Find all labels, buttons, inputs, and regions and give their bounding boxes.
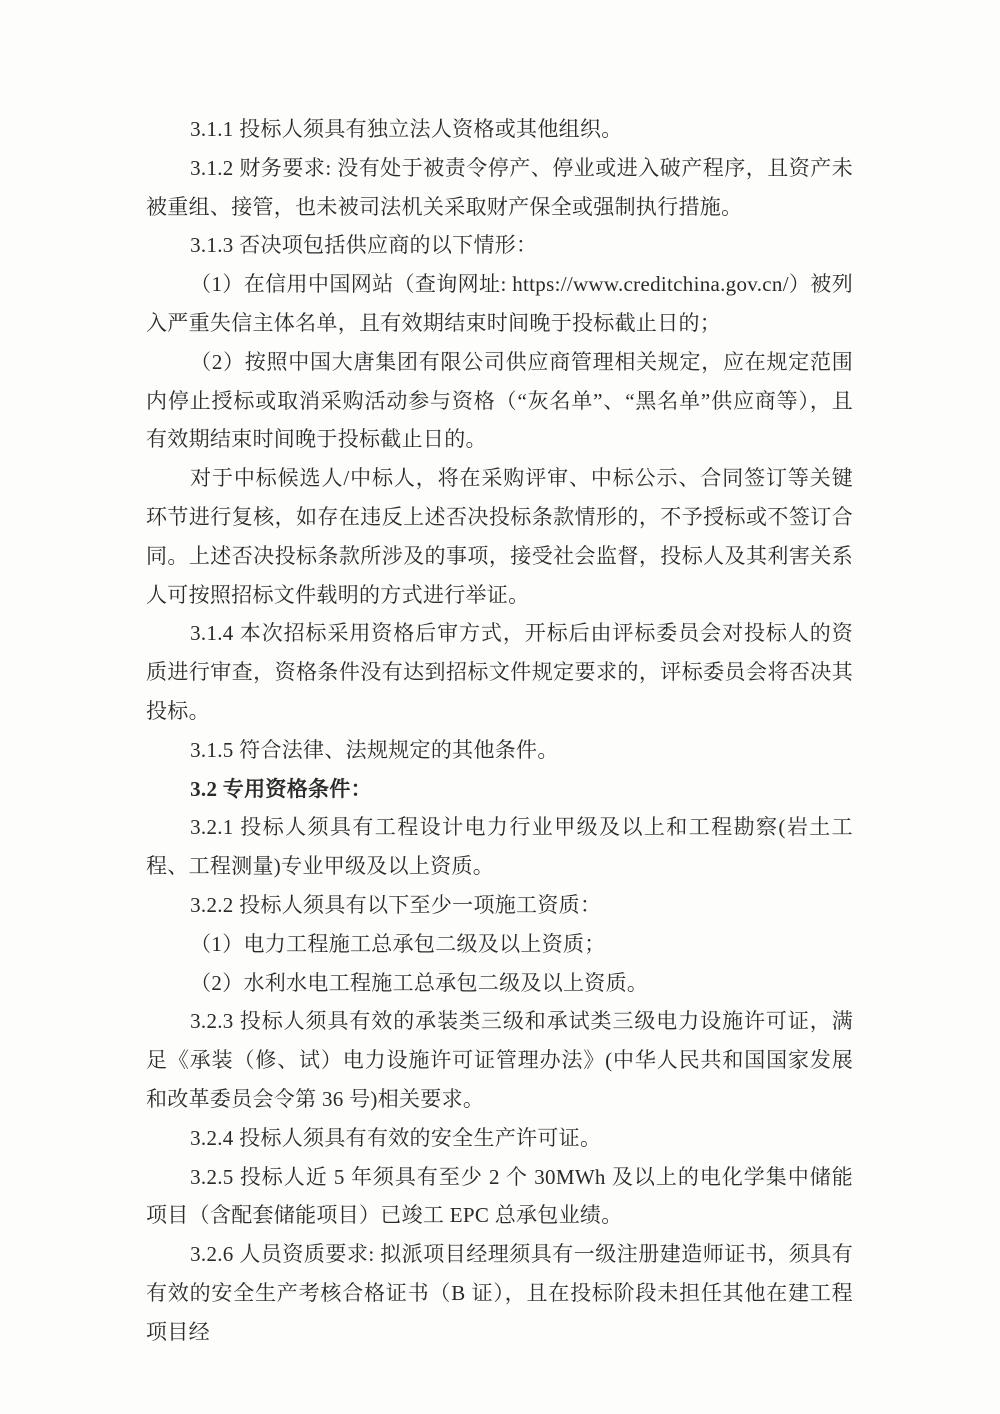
- paragraph: （2）按照中国大唐集团有限公司供应商管理相关规定，应在规定范围内停止授标或取消采购活动参与资格（“灰名单”、“黑名单”供应商等），且有效期结束时间晚于投标截止日的。: [146, 349, 853, 452]
- paragraph: 3.2 专用资格条件：: [190, 776, 372, 801]
- paragraph: 3.2.1 投标人须具有工程设计电力行业甲级及以上和工程勘察(岩土工程、工程测量)专业甲级及以上资质。: [146, 815, 853, 879]
- paragraph: 3.2.5 投标人近 5 年须具有至少 2 个 30MWh 及以上的电化学集中储能项目（含配套储能项目）已竣工 EPC 总承包业绩。: [146, 1164, 853, 1228]
- paragraph: 3.1.4 本次招标采用资格后审方式，开标后由评标委员会对投标人的资质进行审查，资格条件没有达到招标文件规定要求的，评标委员会将否决其投标。: [146, 621, 853, 723]
- paragraph: （2）水利水电工程施工总承包二级及以上资质。: [190, 970, 649, 995]
- paragraph: 3.1.5 符合法律、法规规定的其他条件。: [190, 737, 559, 762]
- paragraph: 3.2.3 投标人须具有效的承装类三级和承试类三级电力设施许可证，满足《承装（修、试）电力设施许可证管理办法》(中华人民共和国国家发展和改革委员会令第 36 号)相关要求。: [146, 1009, 853, 1111]
- paragraph: （1）电力工程施工总承包二级及以上资质；: [190, 931, 606, 956]
- paragraph: 3.2.6 人员资质要求: 拟派项目经理须具有一级注册建造师证书，须具有有效的安全生产考核合格证书（B 证），且在投标阶段未担任其他在建工程项目经: [146, 1242, 853, 1344]
- paragraph: 3.2.4 投标人须具有有效的安全生产许可证。: [190, 1125, 602, 1150]
- paragraph: 3.2.2 投标人须具有以下至少一项施工资质：: [190, 892, 602, 917]
- paragraph: 3.1.2 财务要求: 没有处于被责令停产、停业或进入破产程序，且资产未被重组、接管，也未被司法机关采取财产保全或强制执行措施。: [146, 155, 853, 219]
- document-body: [146, 110, 853, 1352]
- paragraph: 3.1.3 否决项包括供应商的以下情形：: [190, 233, 538, 258]
- paragraph: 对于中标候选人/中标人，将在采购评审、中标公示、合同签订等关键环节进行复核，如存在违反上述否决投标条款情形的，不予授标或不签订合同。上述否决投标条款所涉及的事项，接受社会监督，投标人及其利害关系人可按照招标文件载明的方式进行举证。: [146, 466, 853, 607]
- paragraph: 3.1.1 投标人须具有独立法人资格或其他组织。: [190, 117, 623, 141]
- paragraph: （1）在信用中国网站（查询网址: https://www.creditchina.gov.cn/）被列入严重失信主体名单，且有效期结束时间晚于投标截止日的；: [146, 272, 853, 335]
